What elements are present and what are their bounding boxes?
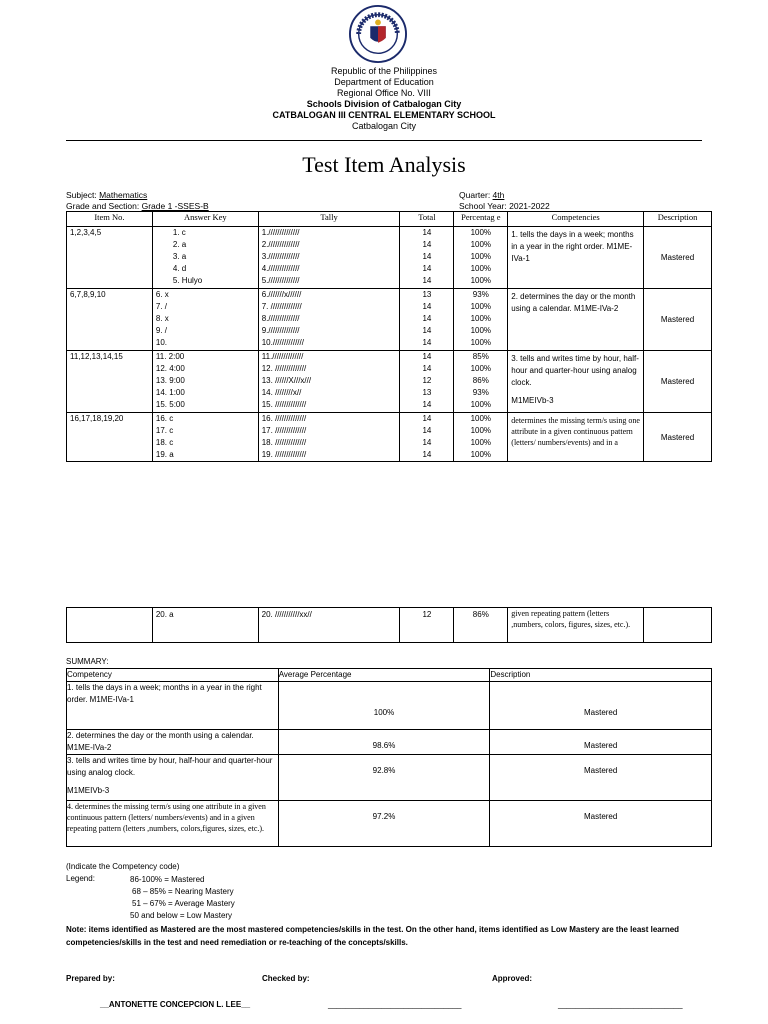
percentage-value: 86%: [454, 608, 508, 643]
quarter-line: [459, 190, 504, 200]
header-total: Total: [400, 212, 454, 227]
percentage-value: 100%: [470, 450, 492, 459]
item-numbers: 16,17,18,19,20: [67, 413, 153, 462]
tally: 20. ///////////xx//: [258, 608, 400, 643]
answer-key: 6. x: [155, 290, 169, 299]
summary-average: 97.2%: [278, 801, 490, 847]
header-competencies: Competencies: [508, 212, 644, 227]
legend-list: [130, 874, 235, 922]
summary-description: Mastered: [490, 755, 712, 801]
summary-average: 92.8%: [278, 755, 490, 801]
total-value: 14: [422, 326, 432, 335]
summary-header-description: Description: [490, 669, 712, 682]
summary-table: [66, 668, 712, 847]
item-analysis-table: [66, 211, 712, 462]
header-country: Republic of the Philippines: [330, 66, 438, 76]
percentage-value: 100%: [470, 364, 492, 373]
summary-average: 100%: [278, 682, 490, 730]
subject-value: Mathematics: [99, 190, 148, 200]
grade-value: Grade 1 -SSES-B: [141, 201, 209, 211]
summary-competency-code: M1MEIVb-3: [67, 786, 110, 795]
tallies: [258, 227, 400, 289]
tally: 19. //////////////: [261, 450, 307, 459]
summary-header-row: [67, 669, 712, 682]
totals: [400, 413, 454, 462]
header-division: Schools Division of Catbalogan City: [306, 99, 462, 109]
legend-item: 86-100% = Mastered: [130, 875, 205, 884]
competency-text: 2. determines the day or the month using a calendar. M1ME-IVa-2: [508, 289, 644, 351]
header-rule: [66, 140, 702, 141]
totals: [400, 289, 454, 351]
tally: 11.//////////////: [261, 352, 304, 361]
competency-description: 3. tells and writes time by hour, half-hour and quarter-hour using analog clock.: [511, 354, 639, 387]
tally: 4.//////////////: [261, 264, 300, 273]
approved-label: Approved:: [492, 974, 532, 983]
answer-key: 18. c: [155, 438, 174, 447]
header-item-no: Item No.: [67, 212, 153, 227]
header-percentage: Percentag e: [454, 212, 508, 227]
percentage-value: 85%: [472, 352, 489, 361]
summary-row: [67, 755, 712, 801]
answer-key: 2. a: [172, 240, 187, 249]
header-description: Description: [644, 212, 712, 227]
total-value: 14: [422, 314, 432, 323]
answer-key: 11. 2:00: [155, 352, 185, 361]
summary-competency: 2. determines the day or the month using a calendar. M1ME-IVa-2: [67, 730, 279, 755]
summary-row: [67, 730, 712, 755]
answer-key: 1. c: [172, 228, 186, 237]
total-value: 14: [422, 264, 432, 273]
tally: 9.//////////////: [261, 326, 300, 335]
percentage-value: 100%: [470, 252, 492, 261]
summary-description: Mastered: [490, 801, 712, 847]
subject-label: Subject:: [66, 190, 100, 200]
answer-key: 4. d: [172, 264, 187, 273]
percentage-value: 100%: [470, 426, 492, 435]
total-value: 14: [422, 414, 432, 423]
tally: 3.//////////////: [261, 252, 300, 261]
header-city: Catbalogan City: [351, 121, 417, 131]
summary-header-average: Average Percentage: [278, 669, 490, 682]
header-school: CATBALOGAN III CENTRAL ELEMENTARY SCHOOL: [272, 110, 496, 120]
percentage-value: 100%: [470, 400, 492, 409]
total-value: 14: [422, 364, 432, 373]
description-empty: [644, 608, 712, 643]
tally: 18. //////////////: [261, 438, 307, 447]
percentages: [454, 351, 508, 413]
header-answer-key: Answer Key: [152, 212, 258, 227]
tally: 14. ////////x//: [261, 388, 302, 397]
competency-text: [508, 351, 644, 413]
percentage-value: 100%: [470, 276, 492, 285]
table-row: [67, 351, 712, 413]
competency-text: given repeating pattern (letters ,numbers, colors, figures, sizes, etc.).: [508, 608, 644, 643]
legend-item: 51 – 67% = Average Mastery: [132, 899, 235, 908]
percentage-value: 100%: [470, 240, 492, 249]
total-value: 12: [400, 608, 454, 643]
total-value: 14: [422, 302, 432, 311]
total-value: 13: [422, 290, 432, 299]
answer-key: 7. /: [155, 302, 168, 311]
answer-key: 15. 5:00: [155, 400, 185, 409]
competency-text: determines the missing term/s using one attribute in a given continuous pattern (letters/ numbers/events) and in a: [508, 413, 644, 462]
table-header-row: [67, 212, 712, 227]
competency-text: 1. tells the days in a week; months in a year in the right order. M1ME-IVa-1: [508, 227, 644, 289]
tally: 8.//////////////: [261, 314, 300, 323]
totals: [400, 351, 454, 413]
header-tally: Tally: [258, 212, 400, 227]
summary-competency: [67, 755, 279, 801]
total-value: 14: [422, 338, 432, 347]
grade-line: [66, 201, 209, 211]
total-value: 14: [422, 228, 432, 237]
answer-key: 12. 4:00: [155, 364, 185, 373]
table-row: [67, 227, 712, 289]
total-value: 13: [422, 388, 432, 397]
table-row: [67, 608, 712, 643]
percentage-value: 100%: [470, 414, 492, 423]
summary-competency-description: 3. tells and writes time by hour, half-hour and quarter-hour using analog clock.: [67, 756, 273, 777]
summary-header-competency: Competency: [67, 669, 279, 682]
tally: 13. //////X///x///: [261, 376, 312, 385]
header-department: Department of Education: [334, 77, 434, 87]
item-numbers: 6,7,8,9,10: [67, 289, 153, 351]
total-value: 14: [422, 352, 432, 361]
answer-key: 9. /: [155, 326, 168, 335]
tally: 16. //////////////: [261, 414, 307, 423]
summary-row: [67, 801, 712, 847]
tally: 12. //////////////: [261, 364, 307, 373]
answer-key: 5. Hulyo: [172, 276, 203, 285]
tally: 7. //////////////: [261, 302, 302, 311]
checker-signature-line: ______________________________: [328, 1000, 462, 1009]
percentage-value: 100%: [470, 326, 492, 335]
percentage-value: 93%: [472, 388, 489, 397]
percentage-value: 86%: [472, 376, 489, 385]
answer-keys: [152, 413, 258, 462]
percentage-value: 100%: [470, 264, 492, 273]
checked-by-label: Checked by:: [262, 974, 310, 983]
tallies: [258, 351, 400, 413]
legend-label: Legend:: [66, 874, 95, 883]
total-value: 14: [422, 450, 432, 459]
deped-seal-logo: [349, 5, 407, 63]
total-value: 14: [422, 426, 432, 435]
percentage-value: 100%: [470, 438, 492, 447]
total-value: 14: [422, 438, 432, 447]
summary-description: Mastered: [490, 730, 712, 755]
tallies: [258, 413, 400, 462]
percentage-value: 93%: [472, 290, 489, 299]
answer-key: 17. c: [155, 426, 174, 435]
summary-average: 98.6%: [278, 730, 490, 755]
quarter-value: 4th: [492, 190, 505, 200]
table-row: [67, 413, 712, 462]
school-year-line: [459, 201, 550, 211]
legend-item: 68 – 85% = Nearing Mastery: [132, 887, 234, 896]
percentages: [454, 227, 508, 289]
answer-key: 19. a: [155, 450, 174, 459]
competency-code: M1MEIVb-3: [511, 396, 554, 405]
answer-key: 20. a: [152, 608, 258, 643]
total-value: 14: [422, 240, 432, 249]
answer-key: 14. 1:00: [155, 388, 185, 397]
totals: [400, 227, 454, 289]
total-value: 14: [422, 276, 432, 285]
answer-key: 16. c: [155, 414, 174, 423]
grade-label: Grade and Section:: [66, 201, 142, 211]
answer-key: 3. a: [172, 252, 187, 261]
description-value: Mastered: [644, 289, 712, 351]
subject-line: [66, 190, 147, 200]
total-value: 14: [422, 252, 432, 261]
percentage-value: 100%: [470, 314, 492, 323]
percentage-value: 100%: [470, 228, 492, 237]
legend-item: 50 and below = Low Mastery: [130, 911, 233, 920]
answer-key: 10.: [155, 338, 168, 347]
item-numbers: 11,12,13,14,15: [67, 351, 153, 413]
total-value: 14: [422, 400, 432, 409]
note-paragraph: Note: items identified as Mastered are the most mastered competencies/skills in the test. On the other hand, items identified as Low Mastery are the least learned competencies/skills in the test and need remediation or re-teaching of the concepts/skills.: [66, 925, 680, 947]
school-year-label: School Year:: [459, 201, 510, 211]
table-row: [67, 289, 712, 351]
tally: 10.//////////////: [261, 338, 304, 347]
page-title: Test Item Analysis: [302, 152, 466, 177]
competency-code-note: (Indicate the Competency code): [66, 862, 180, 871]
preparer-name: __ANTONETTE CONCEPCION L. LEE__: [100, 1000, 251, 1009]
description-value: Mastered: [644, 351, 712, 413]
answer-key: 13. 9:00: [155, 376, 185, 385]
tally: 17. //////////////: [261, 426, 307, 435]
percentage-value: 100%: [470, 302, 492, 311]
item-numbers: 1,2,3,4,5: [67, 227, 153, 289]
tally: 6.///////x//////: [261, 290, 302, 299]
answer-key: 8. x: [155, 314, 169, 323]
tally: 5.//////////////: [261, 276, 300, 285]
summary-competency: 1. tells the days in a week; months in a year in the right order. M1ME-IVa-1: [67, 682, 279, 730]
description-value: Mastered: [644, 227, 712, 289]
total-value: 12: [422, 376, 432, 385]
tallies: [258, 289, 400, 351]
percentages: [454, 413, 508, 462]
item-numbers-empty: [67, 608, 153, 643]
answer-keys: [152, 227, 258, 289]
tally: 1.//////////////: [261, 228, 300, 237]
answer-keys: [152, 289, 258, 351]
school-year-value: 2021-2022: [509, 201, 550, 211]
summary-competency: 4. determines the missing term/s using one attribute in a given continuous pattern (letters/ numbers/events) and in a given repeating pattern (letters ,numbers, colors,figures, sizes, etc.).: [67, 801, 279, 847]
description-value: Mastered: [644, 413, 712, 462]
letterhead: [0, 66, 768, 132]
percentage-value: 100%: [470, 338, 492, 347]
tally: 15. //////////////: [261, 400, 307, 409]
summary-description: Mastered: [490, 682, 712, 730]
summary-label: SUMMARY:: [66, 657, 109, 666]
approver-signature-line: ____________________________: [558, 1000, 683, 1009]
quarter-label: Quarter:: [459, 190, 493, 200]
tally: 2.//////////////: [261, 240, 300, 249]
header-region: Regional Office No. VIII: [337, 88, 431, 98]
item-analysis-table-continued: [66, 607, 712, 643]
answer-keys: [152, 351, 258, 413]
prepared-by-label: Prepared by:: [66, 974, 115, 983]
percentages: [454, 289, 508, 351]
summary-row: [67, 682, 712, 730]
